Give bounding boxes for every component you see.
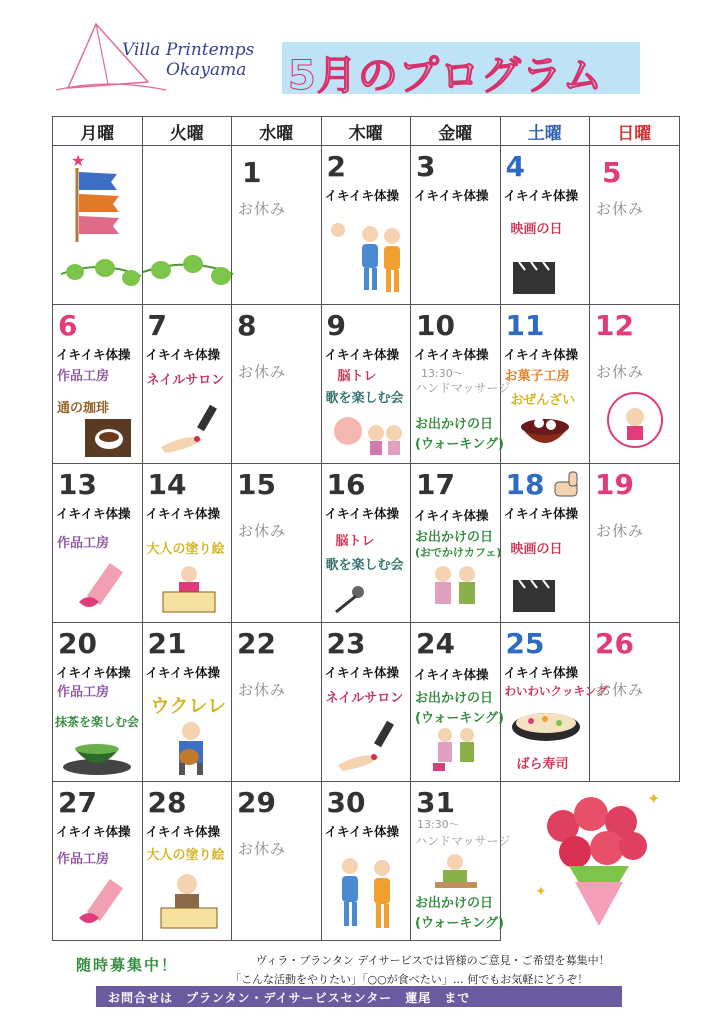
day-cell-5 — [590, 146, 680, 305]
elderly-exercise-icon — [330, 852, 408, 934]
weekday-fri: 金曜 — [411, 117, 501, 146]
day-cell-22 — [232, 623, 322, 782]
weekday-wed: 水曜 — [232, 117, 322, 146]
day-cell-25 — [500, 623, 608, 782]
event-label: 映画の日 — [510, 222, 563, 237]
rest-label: お休み — [596, 681, 645, 699]
event-label: 脳トレ — [337, 369, 377, 384]
weekday-header-row — [53, 117, 680, 146]
event-label: おぜんざい — [510, 393, 576, 408]
rest-label: お休み — [596, 200, 645, 218]
brain-singing-icon — [332, 411, 406, 455]
svg-text:★: ★ — [71, 151, 86, 170]
day-number: 19 — [595, 468, 634, 501]
event-label: わいわいクッキング — [504, 684, 608, 698]
day-cell-8 — [232, 305, 322, 464]
hand-massage-icon — [431, 852, 481, 890]
event-label: (ウォーキング) — [415, 437, 504, 452]
day-cell-empty — [142, 146, 232, 305]
event-label: 作品工房 — [57, 369, 110, 384]
coffee-cup-icon — [85, 419, 131, 457]
recruit-banner: 随時募集中！ — [76, 956, 179, 974]
day-number: 14 — [147, 468, 187, 501]
day-cell-31 — [411, 782, 511, 941]
exercise-label: イキイキ体操 — [503, 665, 579, 680]
contact-bar — [96, 986, 622, 1007]
day-number: 13 — [58, 468, 97, 501]
day-number: 29 — [237, 786, 276, 819]
footer-note-1: ヴィラ・プランタン デイサービスでは皆様のご意見・ご希望を募集中！ — [256, 954, 610, 967]
day-cell-10 — [411, 305, 511, 464]
event-label: (ウォーキング) — [415, 916, 504, 931]
day-cell-17 — [411, 464, 501, 623]
exercise-label: イキイキ体操 — [414, 347, 489, 362]
weekday-mon: 月曜 — [53, 117, 143, 146]
ukulele-player-icon — [165, 721, 217, 775]
day-number: 18 — [505, 468, 545, 501]
day-cell-11 — [500, 305, 590, 464]
event-label: 作品工房 — [57, 852, 110, 867]
event-label: 歌を楽しむ会 — [325, 558, 404, 573]
barazushi-bowl-icon — [509, 707, 583, 747]
mothers-day-badge-icon — [606, 389, 664, 451]
event-label: ネイルサロン — [325, 691, 404, 706]
thumbs-up-icon — [551, 470, 585, 500]
day-cell-4 — [500, 146, 590, 305]
day-cell-27 — [53, 782, 143, 941]
day-number: 7 — [147, 309, 167, 342]
event-label: ばら寿司 — [516, 757, 569, 772]
day-cell-14 — [142, 464, 232, 623]
exercise-label: イキイキ体操 — [324, 824, 400, 839]
day-number: 30 — [326, 786, 366, 819]
week-row-3 — [53, 464, 680, 623]
day-number: 21 — [147, 627, 187, 660]
exercise-label: イキイキ体操 — [414, 508, 489, 523]
day-number: 17 — [416, 468, 455, 501]
page-title-text: 5月のプログラム — [288, 53, 604, 99]
microphone-icon — [328, 584, 368, 614]
week-row-2 — [53, 305, 680, 464]
day-number: 25 — [505, 627, 545, 660]
weekday-sun: 日曜 — [590, 117, 680, 146]
event-label: お菓子工房 — [504, 369, 570, 384]
day-cell-3 — [411, 146, 501, 305]
time-label: 13:30～ — [417, 818, 460, 831]
day-cell-20 — [53, 623, 143, 782]
coloring-girl-icon — [161, 564, 217, 614]
day-cell-6 — [53, 305, 143, 464]
day-cell-18 — [500, 464, 590, 623]
event-label: お出かけの日 — [415, 417, 494, 432]
day-cell-empty — [53, 146, 143, 305]
rest-label: お休み — [238, 681, 287, 699]
event-label: お出かけの日 — [415, 896, 494, 911]
rest-label: お休み — [238, 363, 287, 381]
day-cell-26 — [590, 623, 680, 782]
day-number: 20 — [58, 627, 97, 660]
day-number: 16 — [326, 468, 366, 501]
event-label: 歌を楽しむ会 — [325, 391, 404, 406]
day-number: 5 — [602, 156, 622, 189]
logo-text-okayama: Okayama — [166, 60, 247, 80]
day-cell-12 — [590, 305, 680, 464]
event-label: 抹茶を楽しむ会 — [55, 715, 140, 729]
carnation-bouquet-icon — [529, 786, 669, 934]
footer-note-2: 「こんな活動をやりたい」「○○が食べたい」… 何でもお気軽にどうぞ！ — [230, 973, 589, 986]
event-label: 映画の日 — [510, 542, 563, 557]
day-cell-1 — [232, 146, 322, 305]
exercise-label: イキイキ体操 — [56, 347, 131, 362]
day-number: 3 — [416, 150, 436, 183]
rest-label: お休み — [238, 200, 287, 218]
day-number: 2 — [326, 150, 346, 183]
event-label: ハンドマッサージ — [415, 381, 511, 395]
event-label: 作品工房 — [57, 536, 110, 551]
exercise-label: イキイキ体操 — [56, 665, 131, 680]
day-number: 11 — [505, 309, 545, 342]
contact-text: お問合せは プランタン・デイサービスセンター 蓮尾 まで — [108, 991, 471, 1005]
exercise-label: イキイキ体操 — [145, 506, 221, 521]
day-cell-13 — [53, 464, 143, 623]
event-label: 脳トレ — [335, 534, 375, 549]
event-label: 通の珈琲 — [57, 401, 110, 416]
rest-label: お休み — [238, 522, 287, 540]
day-number: 9 — [326, 309, 346, 342]
nail-polish-hand-icon — [157, 403, 223, 455]
clapperboard-icon — [511, 258, 559, 296]
exercise-label: イキイキ体操 — [324, 506, 400, 521]
clapperboard-icon — [511, 576, 559, 614]
day-cell-15 — [232, 464, 322, 623]
exercise-label: イキイキ体操 — [56, 506, 131, 521]
day-number: 26 — [595, 627, 634, 660]
exercise-label: イキイキ体操 — [503, 347, 579, 362]
calendar-table — [52, 116, 680, 941]
event-label: 大人の塗り絵 — [146, 542, 225, 557]
day-cell-21 — [142, 623, 232, 782]
week-row-5 — [53, 782, 680, 941]
coloring-elderly-icon — [159, 872, 219, 930]
rest-label: お休み — [238, 840, 287, 858]
day-number: 4 — [505, 150, 525, 183]
event-label: (ウォーキング) — [415, 711, 504, 726]
vine-leaves-icon — [143, 250, 233, 294]
day-number: 27 — [58, 786, 97, 819]
matcha-tea-icon — [61, 735, 133, 777]
svg-text:✦: ✦ — [646, 789, 660, 808]
event-label: ハンドマッサージ — [415, 834, 511, 848]
event-label: お出かけの日 — [415, 691, 494, 706]
day-cell-19 — [590, 464, 680, 623]
event-label: ネイルサロン — [146, 373, 225, 388]
elderly-exercise-icon — [330, 218, 408, 298]
day-number: 28 — [147, 786, 187, 819]
exercise-label: イキイキ体操 — [145, 824, 221, 839]
weekday-thu: 木曜 — [321, 117, 411, 146]
event-label: 大人の塗り絵 — [146, 848, 225, 863]
logo — [48, 18, 278, 98]
day-number: 10 — [416, 309, 455, 342]
elderly-walking-icon — [429, 727, 485, 775]
craft-tube-icon — [73, 878, 133, 930]
svg-text:✦: ✦ — [534, 884, 547, 900]
zenzai-bowl-icon — [519, 409, 571, 455]
event-label: ウクレレ — [150, 695, 227, 717]
rest-label: お休み — [596, 363, 645, 381]
day-number: 22 — [237, 627, 276, 660]
day-number: 24 — [416, 627, 455, 660]
vine-leaves-icon — [61, 254, 141, 294]
event-label: お出かけの日 — [415, 530, 494, 545]
day-cell-23 — [321, 623, 411, 782]
exercise-label: イキイキ体操 — [324, 665, 400, 680]
exercise-label: イキイキ体操 — [145, 347, 221, 362]
day-number: 23 — [326, 627, 366, 660]
exercise-label: イキイキ体操 — [324, 347, 400, 362]
event-label: 作品工房 — [57, 685, 110, 700]
day-cell-24 — [411, 623, 504, 782]
week-row-4 — [53, 623, 680, 782]
day-number: 31 — [416, 786, 455, 819]
day-number: 6 — [58, 309, 78, 342]
event-label: (おでかけカフェ) — [415, 546, 502, 559]
logo-text-villa: Villa Printemps — [122, 40, 255, 60]
day-cell-30 — [321, 782, 411, 941]
koinobori-icon — [67, 150, 127, 245]
craft-tube-icon — [73, 562, 133, 614]
day-cell-7 — [142, 305, 232, 464]
exercise-label: イキイキ体操 — [414, 188, 489, 203]
weekday-tue: 火曜 — [142, 117, 232, 146]
elderly-couple-icon — [425, 564, 487, 616]
page-title — [282, 42, 640, 99]
day-cell-9 — [321, 305, 411, 464]
day-number: 1 — [242, 156, 262, 189]
exercise-label: イキイキ体操 — [56, 824, 131, 839]
day-number: 12 — [595, 309, 634, 342]
day-cell-28 — [142, 782, 232, 941]
week-row-1 — [53, 146, 680, 305]
time-label: 13:30～ — [421, 367, 464, 380]
day-cell-2 — [321, 146, 411, 305]
exercise-label: イキイキ体操 — [145, 665, 221, 680]
rest-label: お休み — [596, 522, 645, 540]
day-cell-16 — [321, 464, 411, 623]
day-number: 8 — [237, 309, 257, 342]
exercise-label: イキイキ体操 — [324, 188, 400, 203]
weekday-sat: 土曜 — [500, 117, 590, 146]
exercise-label: イキイキ体操 — [414, 667, 489, 682]
carnation-cell — [500, 782, 679, 941]
exercise-label: イキイキ体操 — [503, 506, 579, 521]
day-cell-29 — [232, 782, 322, 941]
day-number: 15 — [237, 468, 276, 501]
exercise-label: イキイキ体操 — [503, 188, 579, 203]
nail-polish-hand-icon — [334, 719, 400, 773]
